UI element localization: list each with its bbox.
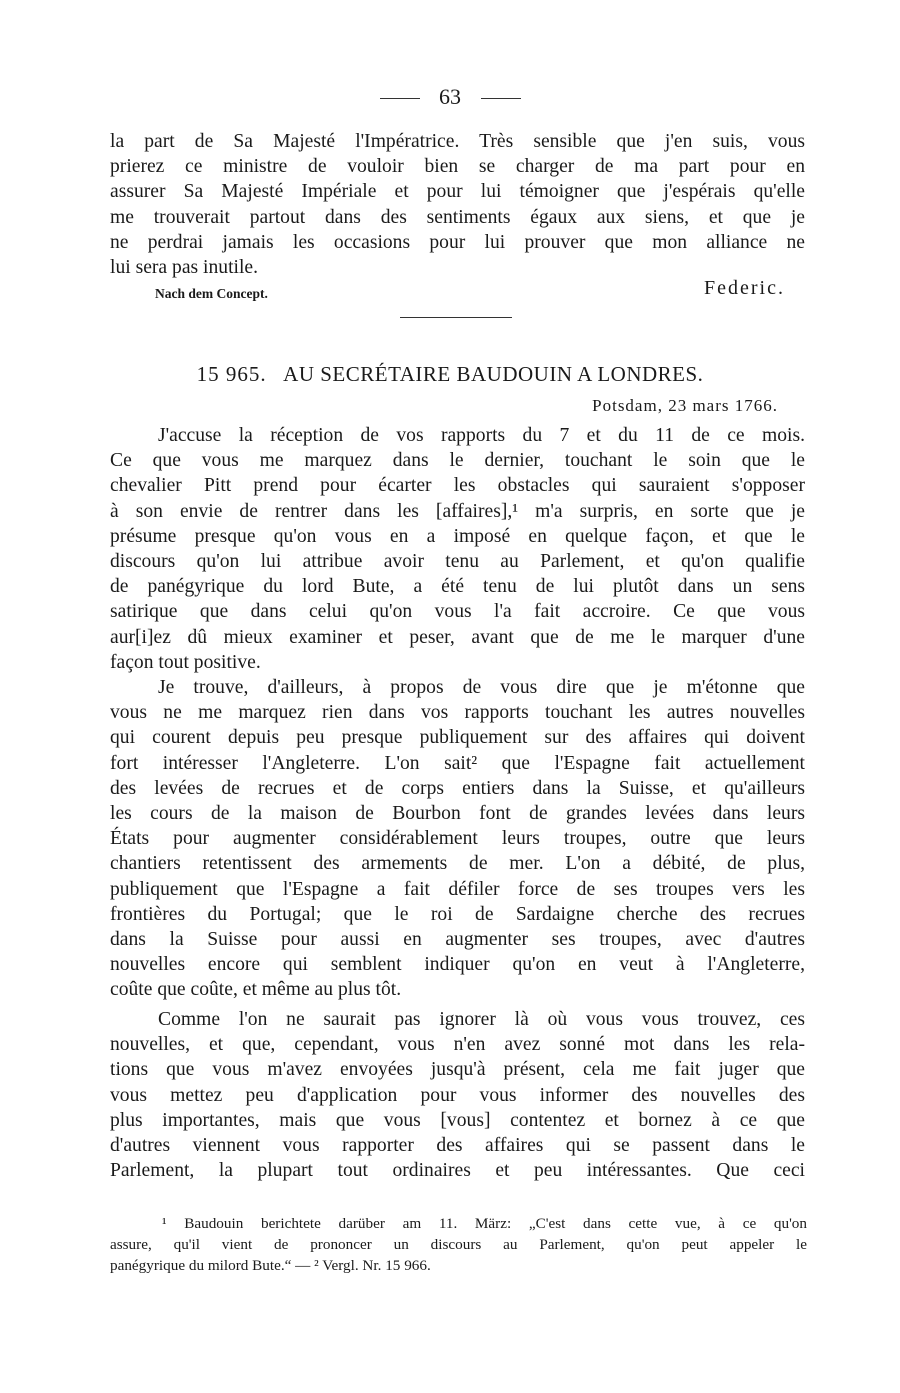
text-line: J'accuse la réception de vos rapports du 7 et du 11 de ce mois. <box>158 425 805 446</box>
text-line: Comme l'on ne saurait pas ignorer là où vous vous trouvez, ces <box>158 1009 805 1030</box>
text-line: chantiers retentissent des armements de mer. L'on a débité, de plus, <box>110 853 805 875</box>
text-line: tions que vous m'avez envoyées jusqu'à présent, cela me fait juger que <box>110 1059 805 1081</box>
text-line: plus importantes, mais que vous [vous] contentez et bornez à ce que <box>110 1109 805 1131</box>
paragraph-2 <box>110 675 805 1003</box>
text-line: vous ne me marquez rien dans vos rapports touchant les autres nouvelles <box>110 702 805 724</box>
text-line: coûte que coûte, et même au plus tôt. <box>110 979 402 1001</box>
text-line: chevalier Pitt prend pour écarter les obstacles qui sauraient s'opposer <box>110 475 805 497</box>
source-note: Nach dem Concept. <box>155 286 268 301</box>
text-line: nouvelles encore qui semblent indiquer qu'on en veut à l'Angleterre, <box>110 954 805 976</box>
text-line: prierez ce ministre de vouloir bien se charger de ma part pour en <box>110 156 805 178</box>
text-line: États pour augmenter considérablement leurs troupes, outre que leurs <box>110 828 805 850</box>
text-line: des levées de recrues et de corps entiers dans la Suisse, et qu'ailleurs <box>110 777 805 799</box>
header-dash-right <box>481 98 521 99</box>
text-line: Parlement, la plupart tout ordinaires et peu intéressantes. Que ceci <box>110 1160 805 1182</box>
letter-heading <box>0 362 900 387</box>
text-line: dans la Suisse pour aussi en augmenter ses troupes, avec d'autres <box>110 929 805 951</box>
continuation-paragraph <box>110 129 805 280</box>
paragraph-3 <box>110 1007 805 1183</box>
page-number: 63 <box>439 84 461 109</box>
page-header <box>0 84 900 110</box>
text-line: me trouverait partout dans des sentiments égaux aux siens, et que je <box>110 206 805 228</box>
dateline: Potsdam, 23 mars 1766. <box>592 396 778 415</box>
text-line: satirique que dans celui qu'on vous l'a fait accroire. Ce que vous <box>110 601 805 623</box>
text-line: la part de Sa Majesté l'Impératrice. Très sensible que j'en suis, vous <box>110 131 805 152</box>
paragraph-1 <box>110 423 805 675</box>
footnote-line: ¹ Baudouin berichtete darüber am 11. März: „C'est dans cette vue, à ce qu'on <box>162 1215 807 1232</box>
text-line: d'autres viennent vous rapporter des affaires qui se passent dans le <box>110 1135 805 1157</box>
text-line: les cours de la maison de Bourbon font de grandes levées dans leurs <box>110 803 805 825</box>
text-line: publiquement que l'Espagne a fait défiler force de ses troupes vers les <box>110 878 805 900</box>
footnotes <box>110 1213 807 1276</box>
text-line: Je trouve, d'ailleurs, à propos de vous dire que je m'étonne que <box>158 677 805 698</box>
text-line: à son envie de rentrer dans les [affaires],¹ m'a surpris, en sorte que je <box>110 500 805 522</box>
text-line: présume presque qu'on vous en a imposé en quelque façon, et que le <box>110 525 805 547</box>
text-line: nouvelles, et que, cependant, vous n'en avez sonné mot dans les rela- <box>110 1034 805 1056</box>
letter-title: AU SECRÉTAIRE BAUDOUIN A LONDRES. <box>283 362 704 386</box>
footnote-line: assure, qu'il vient de prononcer un discours au Parlement, qu'on peut appeler le <box>110 1236 807 1253</box>
text-line: ne perdrai jamais les occasions pour lui prouver que mon alliance ne <box>110 231 805 253</box>
closing-row <box>155 277 785 302</box>
text-line: façon tout positive. <box>110 651 261 673</box>
text-line: assurer Sa Majesté Impériale et pour lui témoigner que j'espérais qu'elle <box>110 181 805 203</box>
text-line: fort intéresser l'Angleterre. L'on sait² que l'Espagne fait actuellement <box>110 752 805 774</box>
section-divider <box>400 317 512 318</box>
footnote-line: panégyrique du milord Bute.“ — ² Vergl. Nr. 15 966. <box>110 1257 431 1274</box>
text-line: frontières du Portugal; que le roi de Sardaigne cherche des recrues <box>110 903 805 925</box>
header-dash-left <box>380 98 420 99</box>
text-line: vous mettez peu d'application pour vous informer des nouvelles des <box>110 1084 805 1106</box>
text-line: de panégyrique du lord Bute, a été tenu de lui plutôt dans un sens <box>110 576 805 598</box>
text-line: discours qu'on lui attribue avoir tenu au Parlement, et qu'on qualifie <box>110 551 805 573</box>
text-line: aur[i]ez dû mieux examiner et peser, avant que de me le marquer d'une <box>110 626 805 648</box>
text-line: lui sera pas inutile. <box>110 257 259 279</box>
signature: Federic. <box>704 277 785 299</box>
text-line: qui courent depuis peu presque publiquement sur des affaires qui doivent <box>110 727 805 749</box>
letter-number: 15 965. <box>196 362 267 386</box>
text-line: Ce que vous me marquez dans le dernier, touchant le soin que le <box>110 450 805 472</box>
